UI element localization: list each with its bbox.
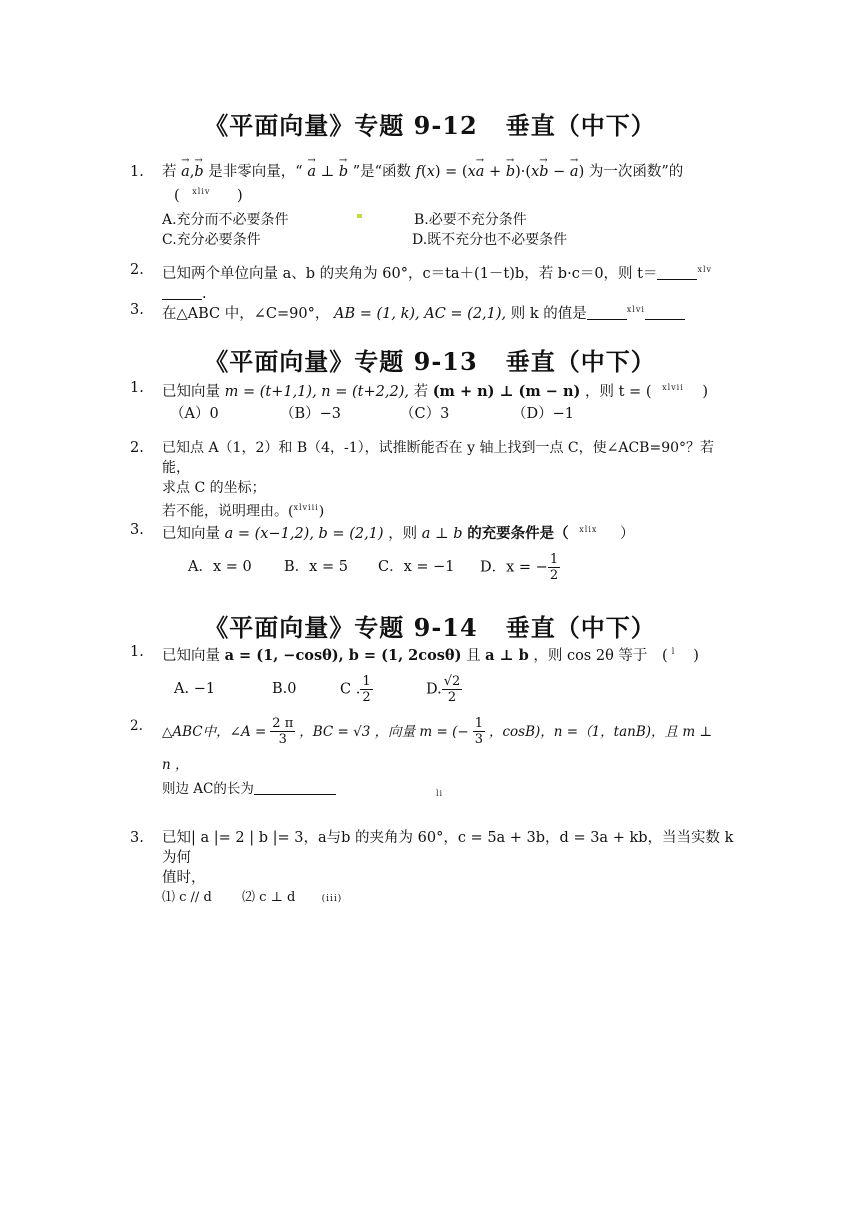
endnote-marker: li <box>436 789 444 798</box>
endnote-marker: (iii) <box>321 894 343 904</box>
answer-blank[interactable] <box>162 285 202 300</box>
formula: a = (1, −cosθ), b = (1, 2cosθ) <box>224 646 462 664</box>
option-d: （D）−1 <box>512 405 575 422</box>
fraction <box>548 552 560 583</box>
question-3 <box>130 828 740 909</box>
question-number: 2. <box>130 262 144 278</box>
question-text: 且 <box>466 647 481 664</box>
answer-paren: ） <box>620 525 635 542</box>
option-b: B.必要不充分条件 <box>414 211 527 228</box>
question-number: 1. <box>130 380 144 396</box>
question-text: 已知| a |= 2 | b |= 3，a与b 的夹角为 60°，c = 5a + 3b，d = 3a + kb，当当实数 k 为何 <box>162 830 734 866</box>
question-text: 已知点 A（1，2）和 B（4，-1），试推断能否在 y 轴上找到一点 C，使∠ACB=90°？若能， <box>162 440 715 476</box>
question-text: 已知向量 <box>162 647 220 664</box>
fraction <box>270 716 295 747</box>
answer-paren: ) <box>702 383 709 400</box>
question-number: 1. <box>130 164 144 180</box>
question-number: 2. <box>130 718 143 734</box>
vector-a: → a <box>181 162 190 182</box>
option-a: （A）0 <box>170 405 219 422</box>
vector-b: → b <box>194 162 203 182</box>
endnote-marker: xlix <box>579 525 598 534</box>
question-text: ，cosB)，n =（1，tanB)，且 m ⊥ <box>488 723 713 740</box>
fraction-numerator: √2 <box>443 673 461 689</box>
question-text: ”是“函数 <box>352 164 412 180</box>
formula: (m + n) ⊥ (m − n) <box>432 382 581 400</box>
question-1 <box>130 642 740 705</box>
formula: m = (t+1,1), n = (t+2,2), <box>224 383 409 400</box>
answer-blank[interactable] <box>254 780 336 795</box>
question-number: 3. <box>130 522 144 538</box>
section-title-sub: 垂直（中下） <box>505 111 656 140</box>
formula: a = (x−1,2), b = (2,1) <box>224 525 384 542</box>
question-text: 则边 AC的长为 <box>162 781 254 797</box>
question-text: 值时， <box>162 870 206 886</box>
question-text: 若不能，说明理由。( <box>162 503 294 520</box>
question-1 <box>130 378 740 424</box>
option-c <box>340 674 426 705</box>
formula: a ⊥ b <box>485 646 529 664</box>
endnote-marker: l <box>671 647 676 656</box>
question-text: ，则 <box>388 525 418 542</box>
section-title-main: 《平面向量》专题 9-13 <box>204 347 478 376</box>
option-b: （B）−3 <box>280 405 342 422</box>
option-b: B.0 <box>272 681 297 698</box>
question-text: 则 k 的值是 <box>510 305 587 322</box>
question-text: n ， <box>162 757 189 773</box>
fraction <box>360 674 372 705</box>
option-c: （C）3 <box>400 405 450 422</box>
fraction <box>442 674 463 705</box>
option-c-text: C . <box>340 681 361 698</box>
fraction-numerator: 1 <box>549 551 559 567</box>
option-d: D.既不充分也不必要条件 <box>412 231 568 248</box>
question-1: 1. 若 → a,→ b 是非零向量，“ → a ⊥ → b ”是“函数 f(x) = (x→ a + → b)·(x→ b − → a) 为一次函数”的 ( $^{xliv}$ ) A.充分而不必要条件 B.必要不充分条件 C.充分必要条件 D.既不充分也不必要条件 <box>130 162 740 250</box>
question-text: 为一次函数”的 <box>588 164 684 180</box>
sub-question-1: ⑴ c // d <box>162 890 212 905</box>
option-d <box>426 674 462 705</box>
question-text: 的充要条件是（ <box>467 524 569 542</box>
option-d-text: D. <box>426 681 442 698</box>
answer-blank[interactable] <box>657 265 697 280</box>
section-title-sub: 垂直（中下） <box>505 347 656 376</box>
option-d-text: D．x = − <box>480 559 548 576</box>
question-text: 已知向量 <box>162 383 220 400</box>
fraction-denominator: 2 <box>447 689 457 705</box>
fraction-denominator: 2 <box>549 567 559 583</box>
stray-mark <box>357 214 362 218</box>
section-title <box>0 342 860 377</box>
fraction-denominator: 2 <box>362 689 371 705</box>
question-text: . <box>202 285 207 302</box>
formula: a ⊥ b <box>421 525 463 542</box>
option-c: C.充分必要条件 <box>162 231 261 248</box>
option-a: A. −1 <box>174 681 216 698</box>
section-title <box>0 608 860 643</box>
question-text: 求点 C 的坐标； <box>162 480 266 496</box>
formula: f <box>415 164 422 180</box>
endnote-marker: xlv <box>697 265 713 274</box>
question-text: 若 <box>162 164 177 180</box>
answer-paren: ( <box>662 647 668 664</box>
question-number: 1. <box>130 644 144 660</box>
fraction-numerator: 2 π <box>272 716 294 731</box>
question-text: ，则 cos 2θ 等于 <box>533 647 648 664</box>
section-title-sub: 垂直（中下） <box>505 613 656 642</box>
option-a: A.充分而不必要条件 <box>162 211 289 228</box>
fraction-denominator: 3 <box>278 732 287 747</box>
fraction-denominator: 3 <box>474 732 483 747</box>
option-b: B．x = 5 <box>284 559 348 576</box>
vector-a: → a <box>307 162 316 182</box>
section-title <box>0 106 860 141</box>
fraction <box>473 716 485 747</box>
question-2 <box>130 260 740 304</box>
section-title-main: 《平面向量》专题 9-14 <box>204 613 478 642</box>
answer-blank[interactable] <box>645 305 685 320</box>
endnote-marker: xlvii <box>662 383 684 392</box>
question-text: ，BC = √3 ，向量 m = (− <box>299 723 469 740</box>
answer-paren: ) <box>693 647 699 664</box>
question-3 <box>130 520 740 583</box>
endnote-marker: xlvi <box>626 305 645 314</box>
question-text: 是非零向量，“ <box>208 164 303 180</box>
question-text: 若 <box>413 383 429 400</box>
question-text: △ABC中，∠A = <box>162 723 267 740</box>
question-number: 3. <box>130 830 144 846</box>
sub-question-2: ⑵ c ⊥ d <box>242 890 296 905</box>
question-2 <box>130 438 740 522</box>
formula: AB = (1, k), AC = (2,1), <box>333 305 507 322</box>
endnote-marker: xlviii <box>293 503 319 512</box>
fraction-numerator: 1 <box>474 716 483 731</box>
option-d <box>480 552 560 583</box>
vector-b: → b <box>339 162 348 182</box>
question-number: 2. <box>130 440 144 456</box>
question-number: 3. <box>130 302 144 318</box>
question-3 <box>130 300 740 324</box>
question-text: ) <box>318 503 325 520</box>
section-title-main: 《平面向量》专题 9-12 <box>204 111 478 140</box>
answer-paren: ) <box>237 187 243 204</box>
question-text: ，则 t = ( <box>585 383 652 400</box>
question-2 <box>130 716 740 799</box>
option-a: A．x = 0 <box>188 559 252 576</box>
answer-blank[interactable] <box>587 305 627 320</box>
question-text: 在△ABC 中，∠C=90°， <box>162 305 330 322</box>
endnote-marker: xliv <box>192 187 211 196</box>
question-text: 已知两个单位向量 a、b 的夹角为 60°，c＝ta＋(1－t)b，若 b·c＝0，则 t＝ <box>162 265 658 282</box>
fraction-numerator: 1 <box>362 673 371 689</box>
option-c: C．x = −1 <box>378 559 455 576</box>
answer-paren: ( <box>174 187 180 204</box>
question-text: 已知向量 <box>162 525 220 542</box>
